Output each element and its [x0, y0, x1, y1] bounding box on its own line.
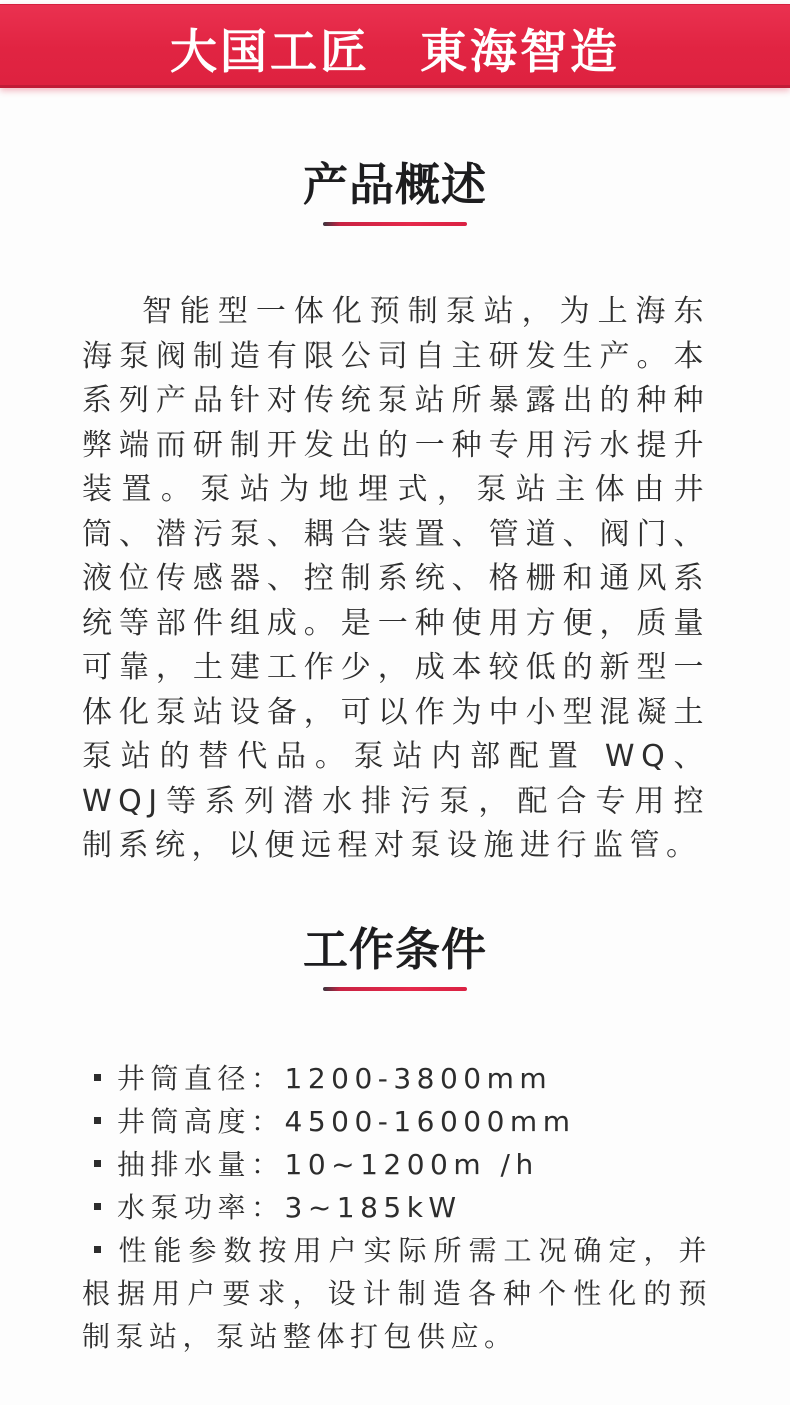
- title-underline-conditions: [323, 987, 467, 991]
- spec-list: [82, 1057, 712, 1358]
- bullet-icon: [94, 1203, 101, 1210]
- bullet-icon: [94, 1074, 101, 1081]
- overview-paragraph: 智能型一体化预制泵站，为上海东海泵阀制造有限公司自主研发生产。本系列产品针对传统泵站所暴露出的种种弊端而研制开发出的一种专用污水提升装置。泵站为地埋式，泵站主体由井筒、潜污泵、耦合装置、管道、阀门、液位传感器、控制系统、格栅和通风系统等部件组成。是一种使用方便，质量可靠，土建工作少，成本较低的新型一体化泵站设备，可以作为中小型混凝土泵站的替代品。泵站内部配置 WQ、WQJ等系列潜水排污泵，配合专用控制系统，以便远程对泵设施进行监管。: [82, 294, 710, 863]
- section-overview: [0, 158, 790, 869]
- spec-item-text: 抽排水量：10~1200m /h: [117, 1147, 539, 1181]
- product-detail-page: [0, 4, 790, 1358]
- banner-title: 大国工匠 東海智造: [170, 24, 620, 80]
- section-title-overview: 产品概述: [302, 158, 487, 211]
- title-underline-overview: [323, 222, 467, 226]
- section-conditions: [0, 922, 790, 1358]
- spec-item-pump-power: [82, 1186, 712, 1229]
- spec-item-text: 井筒直径：1200-3800mm: [117, 1061, 553, 1095]
- header-banner: [0, 4, 790, 88]
- bullet-icon: [94, 1246, 101, 1253]
- bullet-icon: [94, 1160, 101, 1167]
- spec-item-text: 水泵功率：3~185kW: [117, 1190, 462, 1224]
- section-title-conditions: 工作条件: [302, 922, 487, 976]
- spec-item-text: 性能参数按用户实际所需工况确定，并根据用户要求，设计制造各种个性化的预制泵站，泵站整体打包供应。: [82, 1233, 712, 1353]
- spec-item-flow-rate: [82, 1143, 712, 1186]
- spec-item-shaft-height: [82, 1100, 712, 1143]
- spec-item-shaft-diameter: [82, 1057, 712, 1100]
- spec-item-text: 井筒高度：4500-16000mm: [117, 1104, 576, 1138]
- spec-item-custom-note: [82, 1229, 712, 1358]
- bullet-icon: [94, 1117, 101, 1124]
